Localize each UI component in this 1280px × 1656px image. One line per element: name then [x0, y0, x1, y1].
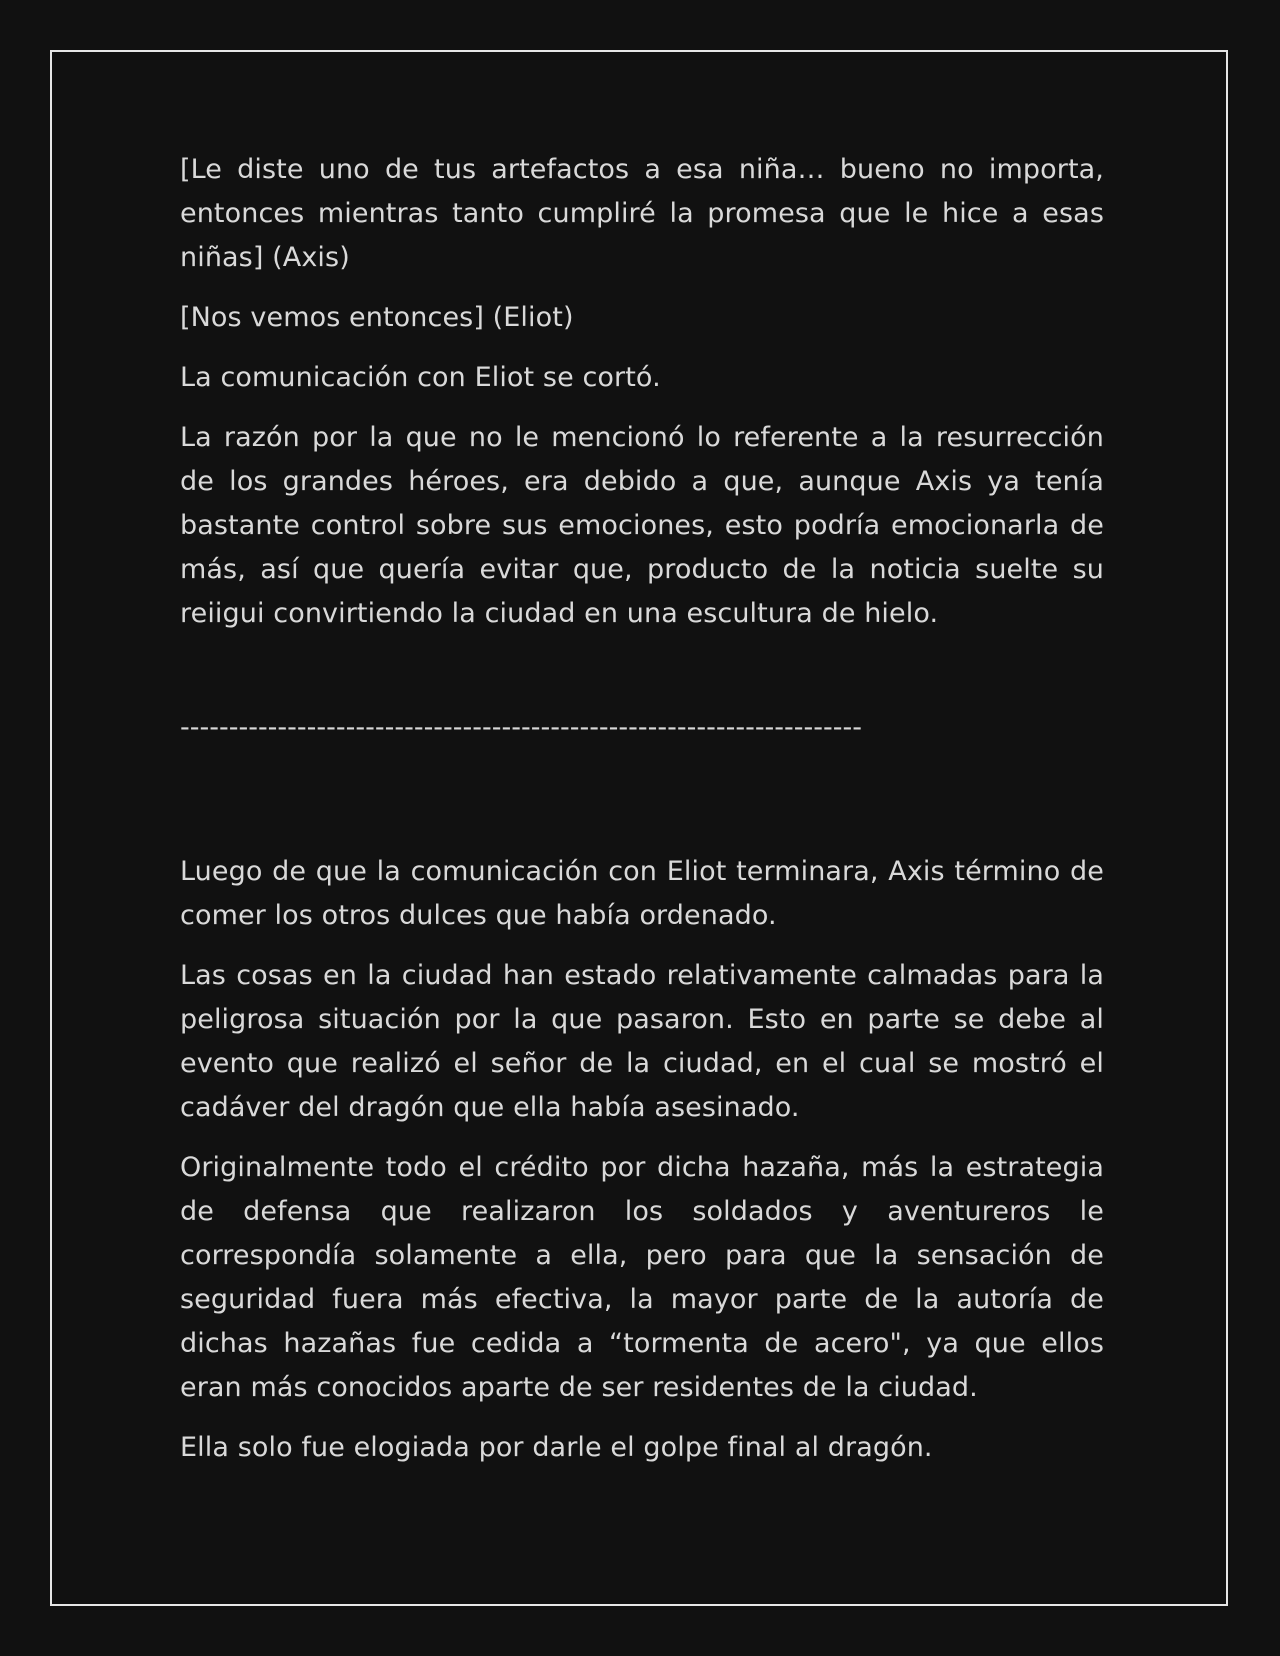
paragraph: Ella solo fue elogiada por darle el golpe final al dragón. [180, 1432, 933, 1463]
paragraph: Originalmente todo el crédito por dicha hazaña, más la estrategia de defensa que realizaron los soldados y aventureros le correspondía solamente a ella, pero para que la sensación de seguridad fuera más efectiva, la mayor parte de la autoría de dichas hazañas fue cedida a “tormenta de acero", ya que ellos eran más conocidos aparte de ser residentes de la ciudad. [180, 1152, 1104, 1403]
paragraph: Las cosas en la ciudad han estado relativamente calmadas para la peligrosa situación por la que pasaron. Esto en parte se debe al evento que realizó el señor de la ciudad, en el cual se mostró el cadáver del dragón que ella había asesinado. [180, 960, 1104, 1123]
paragraph: [Nos vemos entonces] (Eliot) [180, 302, 574, 333]
text-column [180, 148, 1104, 1486]
page-frame [50, 50, 1228, 1606]
paragraph: Luego de que la comunicación con Eliot terminara, Axis término de comer los otros dulces que había ordenado. [180, 856, 1104, 931]
paragraph: La comunicación con Eliot se cortó. [180, 362, 661, 393]
paragraph: [Le diste uno de tus artefactos a esa niña… bueno no importa, entonces mientras tanto cumpliré la promesa que le hice a esas niñas] (Axis) [180, 154, 1104, 273]
paragraph: La razón por la que no le mencionó lo referente a la resurrección de los grandes héroes, era debido a que, aunque Axis ya tenía bastante control sobre sus emociones, esto podría emocionarla de más, así que quería evitar que, producto de la noticia suelte su reiigui convirtiendo la ciudad en una escultura de hielo. [180, 422, 1104, 629]
section-separator: ---------------------------------------------------------------------- [180, 712, 862, 743]
